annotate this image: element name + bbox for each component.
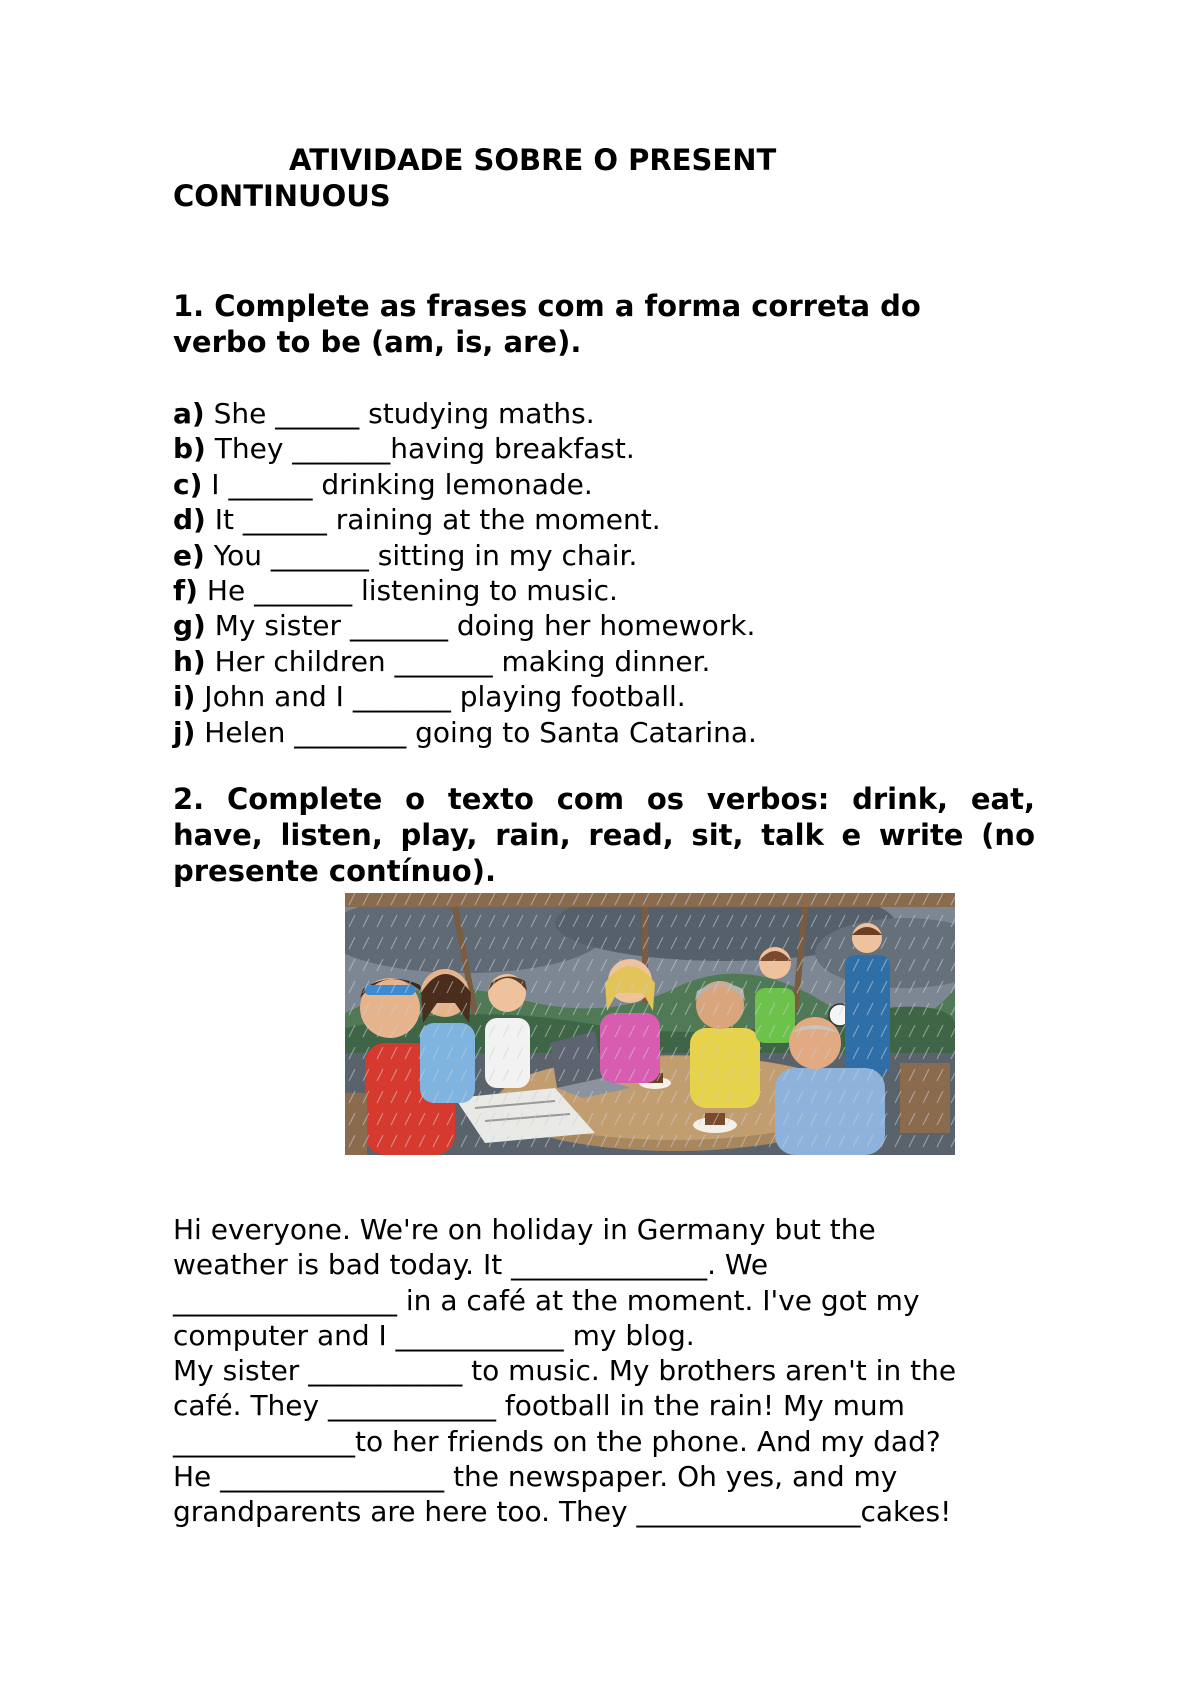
item-text: My sister _______ doing her homework. <box>205 609 756 643</box>
list-item <box>173 502 1033 537</box>
passage-line: café. They ____________ football in the rain! My mum <box>173 1389 905 1423</box>
item-text: She ______ studying maths. <box>204 397 595 430</box>
passage-line: Hi everyone. We're on holiday in Germany but the <box>173 1213 876 1246</box>
item-text: I ______ drinking lemonade. <box>202 467 593 501</box>
item-label: f) <box>173 574 198 608</box>
list-item <box>173 679 1033 714</box>
exercise-2-instruction-line-1: 2. Complete o texto com os verbos: drink, eat, <box>173 782 1035 816</box>
item-text: Helen ________ going to Santa Catarina. <box>195 715 757 749</box>
list-item <box>173 644 1033 679</box>
page-title <box>173 142 933 214</box>
item-label: i) <box>173 680 196 714</box>
title-line-2: CONTINUOUS <box>173 179 391 213</box>
item-label: h) <box>173 644 206 678</box>
passage-line: computer and I ____________ my blog. <box>173 1318 695 1352</box>
item-text: You _______ sitting in my chair. <box>204 538 638 572</box>
exercise-2-instruction <box>173 781 1035 889</box>
exercise-1-instruction-line-1: 1. Complete as frases com a forma correta do <box>173 289 921 323</box>
list-item <box>173 538 1033 573</box>
item-label: e) <box>173 538 205 572</box>
list-item <box>173 396 1033 431</box>
list-item <box>173 715 1033 750</box>
item-text: They _______having breakfast. <box>205 432 635 466</box>
exercise-1-instruction <box>173 288 1033 360</box>
exercise-2-instruction-line-3: presente contínuo). <box>173 854 496 888</box>
item-label: g) <box>173 609 206 643</box>
exercise-1-instruction-line-2: verbo to be (am, is, are). <box>173 325 582 359</box>
list-item <box>173 573 1033 608</box>
passage-line: He ________________ the newspaper. Oh yes, and my <box>173 1460 898 1494</box>
passage-line: ________________ in a café at the moment. I've got my <box>173 1283 920 1317</box>
item-label: j) <box>173 715 196 749</box>
passage-line: grandparents are here too. They ________________cakes! <box>173 1495 952 1529</box>
cafe-scene-illustration <box>345 893 955 1155</box>
item-text: John and I _______ playing football. <box>195 680 686 714</box>
item-label: a) <box>173 397 205 430</box>
list-item <box>173 608 1033 643</box>
passage-line: weather is bad today. It ______________. We <box>173 1248 769 1282</box>
passage-line: My sister ___________ to music. My brothers aren't in the <box>173 1354 957 1388</box>
exercise-1-list <box>173 396 1033 750</box>
item-label: b) <box>173 432 206 466</box>
title-line-1: ATIVIDADE SOBRE O PRESENT <box>289 143 777 177</box>
list-item <box>173 431 1033 466</box>
item-text: He _______ listening to music. <box>197 574 618 608</box>
item-text: It ______ raining at the moment. <box>205 503 661 537</box>
item-label: c) <box>173 467 203 501</box>
list-item <box>173 467 1033 502</box>
passage-line: _____________to her friends on the phone. And my dad? <box>173 1424 941 1458</box>
item-text: Her children _______ making dinner. <box>205 644 711 678</box>
item-label: d) <box>173 503 206 537</box>
exercise-2-passage <box>173 1212 1043 1530</box>
exercise-2-instruction-line-2: have, listen, play, rain, read, sit, talk e write (no <box>173 818 1035 852</box>
